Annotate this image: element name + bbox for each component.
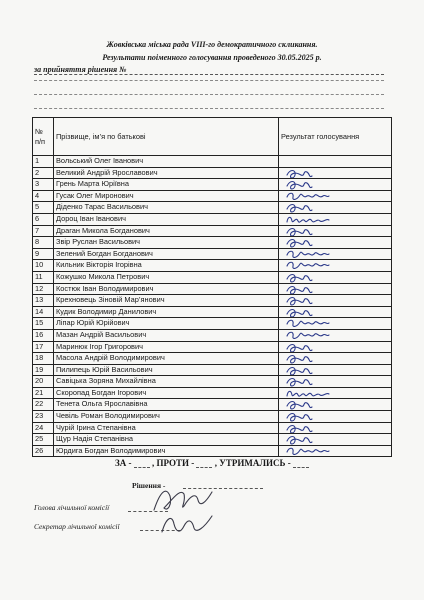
row-name: Савіцька Зоряна Михайлівна <box>54 376 279 388</box>
row-result <box>279 295 392 307</box>
row-result <box>279 225 392 237</box>
table-row <box>33 399 392 411</box>
handwritten-vote-mark <box>285 271 335 283</box>
row-result <box>279 202 392 214</box>
row-name: Юрдига Богдан Володимирович <box>54 445 279 457</box>
row-result <box>279 306 392 318</box>
row-name: Тенета Ольга Ярославівна <box>54 399 279 411</box>
handwritten-vote-mark <box>285 283 335 295</box>
header-result: Результат голосування <box>279 118 392 156</box>
row-result <box>279 248 392 260</box>
row-name: Скоропад Богдан Ігорович <box>54 387 279 399</box>
handwritten-vote-mark <box>285 376 335 388</box>
vote-table-body <box>33 156 392 457</box>
row-name: Чевіль Роман Володимирович <box>54 411 279 423</box>
row-number: 12 <box>33 283 54 295</box>
handwritten-vote-mark <box>285 190 335 202</box>
handwritten-vote-mark <box>285 213 335 225</box>
handwritten-vote-mark <box>285 364 335 376</box>
handwritten-vote-mark <box>285 318 335 330</box>
za-blank <box>134 457 150 468</box>
row-number: 6 <box>33 213 54 225</box>
handwritten-vote-mark <box>285 434 335 446</box>
row-result <box>279 190 392 202</box>
table-row <box>33 387 392 399</box>
table-row <box>33 364 392 376</box>
row-number: 25 <box>33 434 54 446</box>
table-row <box>33 434 392 446</box>
row-number: 7 <box>33 225 54 237</box>
row-name: Дороц Іван Іванович <box>54 213 279 225</box>
row-name: Щур Надія Степанівна <box>54 434 279 446</box>
table-row <box>33 353 392 365</box>
table-row <box>33 422 392 434</box>
table-row <box>33 156 392 168</box>
table-row <box>33 295 392 307</box>
row-name: Мазан Андрій Васильович <box>54 329 279 341</box>
proty-label: , ПРОТИ - <box>152 458 195 468</box>
row-name: Кожушко Микола Петрович <box>54 271 279 283</box>
row-number: 16 <box>33 329 54 341</box>
row-number: 19 <box>33 364 54 376</box>
row-name: Лiпар Юрій Юрійович <box>54 318 279 330</box>
row-name: Драган Микола Богданович <box>54 225 279 237</box>
council-title: Жовківська міська рада VIII-го демократичного скликання. <box>106 40 318 49</box>
row-name: Грень Марта Юріївна <box>54 179 279 191</box>
row-result <box>279 411 392 423</box>
handwritten-vote-mark <box>285 306 335 318</box>
decision-number-line <box>34 65 384 75</box>
handwritten-vote-mark <box>285 353 335 365</box>
row-number: 17 <box>33 341 54 353</box>
row-result <box>279 213 392 225</box>
table-row <box>33 329 392 341</box>
row-number: 15 <box>33 318 54 330</box>
row-number: 10 <box>33 260 54 272</box>
handwritten-vote-mark <box>285 225 335 237</box>
handwritten-vote-mark <box>285 179 335 191</box>
row-name: Крехновець Зіновій Мар’янович <box>54 295 279 307</box>
table-row <box>33 237 392 249</box>
row-number: 8 <box>33 237 54 249</box>
handwritten-vote-mark <box>285 399 335 411</box>
row-name: Звір Руслан Васильович <box>54 237 279 249</box>
row-name: Зелений Богдан Богданович <box>54 248 279 260</box>
row-result <box>279 387 392 399</box>
row-result <box>279 376 392 388</box>
header-name: Прізвище, ім’я по батькові <box>54 118 279 156</box>
table-row <box>33 260 392 272</box>
proty-blank <box>196 457 212 468</box>
row-number: 1 <box>33 156 54 168</box>
handwritten-vote-mark <box>285 202 335 214</box>
table-row <box>33 271 392 283</box>
row-result <box>279 399 392 411</box>
row-number: 23 <box>33 411 54 423</box>
table-row <box>33 318 392 330</box>
row-result <box>279 341 392 353</box>
row-name: Кудик Володимир Данилович <box>54 306 279 318</box>
row-number: 26 <box>33 445 54 457</box>
decision-number-label: за прийняття рішення № <box>34 65 127 74</box>
handwritten-vote-mark <box>285 387 335 399</box>
row-name: Вольський Олег Іванович <box>54 156 279 168</box>
secretary-signature <box>158 508 218 538</box>
table-row <box>33 248 392 260</box>
table-header-row <box>33 118 392 156</box>
za-label: ЗА - <box>115 458 132 468</box>
row-name: Кильник Вікторія Ігорівна <box>54 260 279 272</box>
row-name: Гусак Олег Миронович <box>54 190 279 202</box>
header-number: № п/п <box>33 118 54 156</box>
row-number: 18 <box>33 353 54 365</box>
row-result <box>279 445 392 457</box>
table-row <box>33 225 392 237</box>
row-name: Великий Андрій Ярославович <box>54 167 279 179</box>
handwritten-vote-mark <box>285 237 335 249</box>
row-name: Маринюк Ігор Григорович <box>54 341 279 353</box>
handwritten-vote-mark <box>285 260 335 272</box>
row-result <box>279 283 392 295</box>
row-name: Масола Андрій Володимирович <box>54 353 279 365</box>
handwritten-vote-mark <box>285 422 335 434</box>
row-number: 24 <box>33 422 54 434</box>
row-result <box>279 237 392 249</box>
row-number: 14 <box>33 306 54 318</box>
row-name: Костюк Іван Володимирович <box>54 283 279 295</box>
row-number: 3 <box>33 179 54 191</box>
table-row <box>33 445 392 457</box>
tally-line <box>0 457 424 468</box>
handwritten-vote-mark <box>285 295 335 307</box>
table-row <box>33 179 392 191</box>
handwritten-vote-mark <box>285 445 335 457</box>
row-result <box>279 156 392 168</box>
handwritten-vote-mark <box>285 167 335 179</box>
handwritten-vote-mark <box>285 248 335 260</box>
table-row <box>33 167 392 179</box>
row-result <box>279 353 392 365</box>
row-result <box>279 434 392 446</box>
table-row <box>33 283 392 295</box>
table-row <box>33 213 392 225</box>
row-result <box>279 329 392 341</box>
table-row <box>33 306 392 318</box>
utrymalys-blank <box>293 457 309 468</box>
table-row <box>33 376 392 388</box>
row-number: 11 <box>33 271 54 283</box>
handwritten-vote-mark <box>285 341 335 353</box>
row-number: 2 <box>33 167 54 179</box>
table-row <box>33 411 392 423</box>
handwritten-vote-mark <box>285 411 335 423</box>
row-name: Пилипець Юрій Васильович <box>54 364 279 376</box>
decision-label: Рішення - <box>132 481 166 490</box>
row-number: 5 <box>33 202 54 214</box>
table-row <box>33 190 392 202</box>
vote-table <box>32 117 392 457</box>
row-number: 9 <box>33 248 54 260</box>
row-number: 21 <box>33 387 54 399</box>
row-number: 4 <box>33 190 54 202</box>
row-result <box>279 271 392 283</box>
utrymalys-label: , УТРИМАЛИСЬ - <box>214 458 291 468</box>
row-number: 13 <box>33 295 54 307</box>
row-number: 20 <box>33 376 54 388</box>
blank-line <box>34 94 384 95</box>
row-name: Діденко Тарас Васильович <box>54 202 279 214</box>
row-number: 22 <box>33 399 54 411</box>
vote-results-subtitle: Результати поіменного голосування проведеного 30.05.2025 р. <box>102 53 322 62</box>
head-commission-label: Голова лічильної комісії <box>34 503 110 512</box>
row-result <box>279 167 392 179</box>
row-result <box>279 318 392 330</box>
handwritten-vote-mark <box>285 329 335 341</box>
blank-line <box>34 108 384 109</box>
blank-line <box>34 80 384 81</box>
table-row <box>33 202 392 214</box>
row-name: Чурій Ірина Степанівна <box>54 422 279 434</box>
row-result <box>279 422 392 434</box>
secretary-commission-label: Секретар лічильної комісії <box>34 522 120 531</box>
row-result <box>279 260 392 272</box>
row-result <box>279 364 392 376</box>
row-result <box>279 179 392 191</box>
table-row <box>33 341 392 353</box>
